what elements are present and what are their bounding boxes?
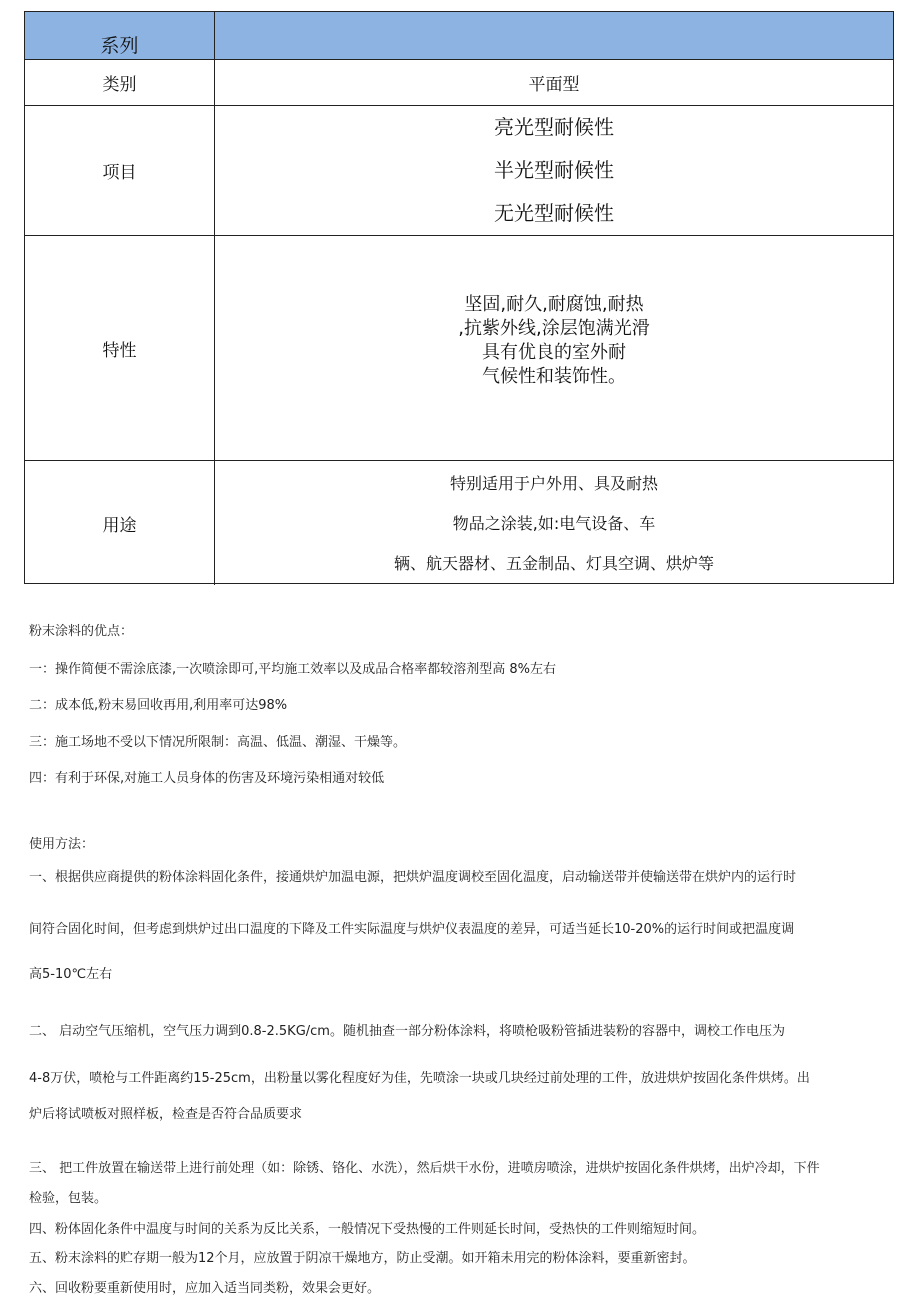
features-row	[25, 236, 893, 461]
advantage-item: 二：成本低,粉末易回收再用,利用率可达98%	[29, 698, 288, 713]
method-line: 一、根据供应商提供的粉体涂料固化条件，接通烘炉加温电源，把烘炉温度调校至固化温度，启动输送带并使输送带在烘炉内的运行时	[29, 870, 797, 885]
usage-line: 物品之涂装,如:电气设备、车	[452, 514, 656, 533]
method-line: 六、回收粉要重新使用时，应加入适当同类粉，效果会更好。	[29, 1281, 381, 1296]
features-label: 特性	[25, 236, 215, 460]
features-line: 坚固,耐久,耐腐蚀,耐热	[464, 294, 644, 315]
usage-method-title: 使用方法：	[29, 837, 95, 852]
advantage-item: 一：操作简便不需涂底漆,一次喷涂即可,平均施工效率以及成品合格率都较溶剂型高 8%左右	[29, 662, 557, 677]
advantages-title: 粉末涂料的优点：	[29, 624, 134, 639]
spec-table	[24, 11, 894, 584]
category-row	[25, 60, 893, 106]
usage-text	[215, 461, 893, 585]
method-line: 三、 把工件放置在输送带上进行前处理（如：除锈、铬化、水洗），然后烘干水份，进喷房喷涂，进烘炉按固化条件烘烤，出炉冷却，下件	[29, 1161, 820, 1176]
item-semi-gloss: 半光型耐候性	[494, 158, 614, 182]
series-value	[215, 12, 893, 59]
features-line: ,抗紫外线,涂层饱满光滑	[458, 318, 650, 339]
method-line: 五、粉末涂料的贮存期一般为12个月，应放置于阴凉干燥地方，防止受潮。如开箱未用完的粉体涂料，要重新密封。	[29, 1251, 696, 1266]
series-row	[25, 12, 893, 60]
method-line: 四、粉体固化条件中温度与时间的关系为反比关系，一般情况下受热慢的工件则延长时间，受热快的工件则缩短时间。	[29, 1222, 706, 1237]
method-line: 二、 启动空气压缩机，空气压力调到0.8-2.5KG/cm。随机抽查一部分粉体涂料，将喷枪吸粉管插进装粉的容器中，调校工作电压为	[29, 1024, 785, 1039]
item-matte: 无光型耐候性	[494, 201, 614, 225]
method-line: 4-8万伏，喷枪与工件距离约15-25cm，出粉量以雾化程度好为佳，先喷涂一块或几块经过前处理的工件，放进烘炉按固化条件烘烤。出	[29, 1071, 810, 1086]
usage-label: 用途	[25, 461, 215, 585]
items-label: 项目	[25, 106, 215, 235]
category-value: 平面型	[528, 75, 580, 95]
items-row	[25, 106, 893, 236]
usage-line: 特别适用于户外用、具及耐热	[449, 474, 658, 493]
series-label: 系列	[25, 12, 215, 59]
category-label: 类别	[25, 60, 215, 105]
features-line: 具有优良的室外耐	[482, 342, 626, 363]
features-text	[215, 236, 893, 460]
method-line: 间符合固化时间，但考虑到烘炉过出口温度的下降及工件实际温度与烘炉仪表温度的差异，可适当延长10-20%的运行时间或把温度调	[29, 922, 795, 937]
features-line: 气候性和装饰性。	[482, 366, 626, 387]
advantage-item: 三：施工场地不受以下情况所限制：高温、低温、潮湿、干燥等。	[29, 735, 407, 750]
method-line: 炉后将试喷板对照样板，检查是否符合品质要求	[29, 1107, 303, 1122]
method-line: 高5-10℃左右	[29, 967, 113, 982]
advantage-item: 四：有利于环保,对施工人员身体的伤害及环境污染相通对较低	[29, 771, 385, 786]
items-list	[215, 106, 893, 235]
item-gloss: 亮光型耐候性	[494, 115, 614, 139]
method-line: 检验，包装。	[29, 1191, 108, 1206]
usage-row	[25, 461, 893, 585]
usage-line: 辆、航天器材、五金制品、灯具空调、烘炉等	[393, 554, 714, 573]
